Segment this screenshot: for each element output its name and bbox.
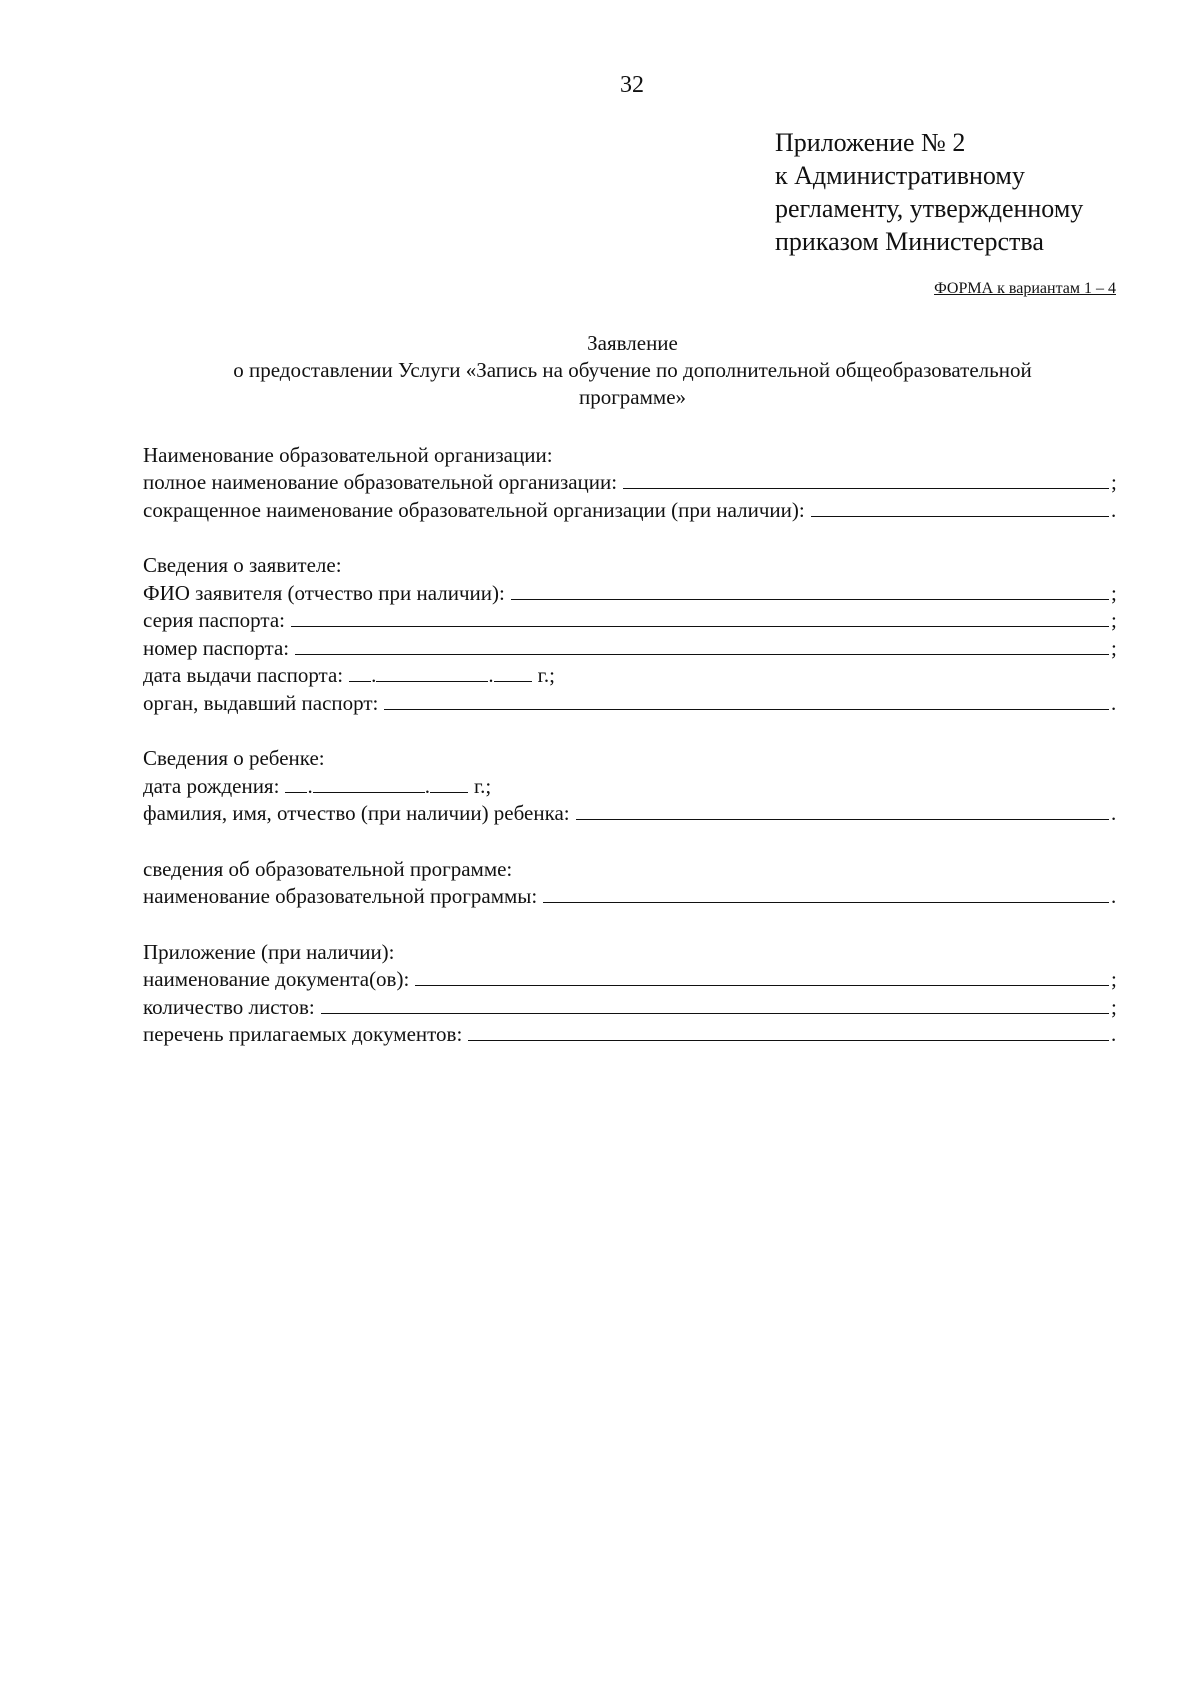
date-separator: . — [424, 773, 430, 798]
passport-series-field[interactable] — [291, 625, 1109, 627]
line-end-semicolon: ; — [1111, 470, 1117, 494]
applicant-section — [143, 551, 1121, 716]
passport-number-field[interactable] — [295, 653, 1109, 655]
documents-list-line — [143, 1020, 1121, 1048]
child-section — [143, 744, 1121, 827]
doc-name-field[interactable] — [415, 984, 1109, 986]
form-body — [143, 440, 1121, 1075]
passport-issue-date-line — [143, 661, 1121, 689]
applicant-fio-field[interactable] — [511, 598, 1109, 600]
birth-year-field[interactable] — [430, 791, 468, 793]
line-end-period: . — [1111, 884, 1117, 908]
org-short-name-label: сокращенное наименование образовательной организации (при наличии): — [143, 497, 805, 522]
issue-month-field[interactable] — [376, 680, 488, 682]
line-end-semicolon: ; — [1111, 608, 1117, 632]
applicant-heading: Сведения о заявителе: — [143, 553, 342, 577]
attachments-section — [143, 937, 1121, 1047]
date-separator: . — [488, 663, 494, 687]
program-heading-line — [143, 854, 1121, 882]
child-fio-field[interactable] — [576, 818, 1109, 820]
line-end-period: . — [1111, 690, 1117, 715]
line-end-period: . — [1111, 1022, 1117, 1046]
child-heading: Сведения о ребенке: — [143, 746, 325, 770]
org-full-name-field[interactable] — [623, 487, 1109, 489]
organization-section — [143, 440, 1121, 523]
title-heading: Заявление — [587, 331, 678, 355]
org-full-name-line — [143, 468, 1121, 496]
appendix-note — [775, 126, 1083, 258]
sheets-count-field[interactable] — [321, 1012, 1109, 1014]
title-line-2: программе» — [578, 385, 687, 409]
child-heading-line — [143, 744, 1121, 772]
appendix-line-3: регламенту, утвержденному — [775, 194, 1084, 223]
line-end-period: . — [1111, 497, 1117, 522]
org-short-name-line — [143, 495, 1121, 523]
doc-name-line — [143, 965, 1121, 993]
child-birth-date-label: дата рождения: — [143, 773, 280, 798]
sheets-count-line — [143, 992, 1121, 1020]
title-line-1: о предоставлении Услуги «Запись на обучение по дополнительной общеобразовательной — [233, 358, 1032, 382]
year-suffix: г.; — [537, 663, 555, 687]
applicant-fio-label: ФИО заявителя (отчество при наличии): — [143, 580, 505, 605]
passport-series-line — [143, 606, 1121, 634]
birth-day-field[interactable] — [285, 791, 307, 793]
sheets-count-label: количество листов: — [143, 994, 315, 1019]
applicant-fio-line — [143, 578, 1121, 606]
year-suffix: г.; — [473, 773, 492, 798]
passport-issue-date-label: дата выдачи паспорта: — [143, 663, 344, 687]
passport-series-label: серия паспорта: — [143, 608, 285, 632]
date-separator: . — [371, 663, 377, 687]
date-separator: . — [307, 773, 313, 798]
org-full-name-label: полное наименование образовательной организации: — [143, 470, 618, 494]
form-variant-tag: ФОРМА к вариантам 1 – 4 — [934, 280, 1116, 297]
line-end-semicolon: ; — [1111, 967, 1117, 991]
program-name-field[interactable] — [543, 901, 1109, 903]
passport-issued-by-line — [143, 688, 1121, 716]
passport-number-line — [143, 633, 1121, 661]
child-fio-label: фамилия, имя, отчество (при наличии) ребенка: — [143, 801, 570, 825]
passport-issued-by-label: орган, выдавший паспорт: — [143, 690, 379, 715]
line-end-semicolon: ; — [1111, 580, 1117, 605]
passport-number-label: номер паспорта: — [143, 635, 290, 660]
applicant-heading-line — [143, 551, 1121, 579]
attachments-heading: Приложение (при наличии): — [143, 939, 395, 964]
program-heading: сведения об образовательной программе: — [143, 856, 513, 881]
issue-year-field[interactable] — [494, 680, 532, 682]
program-name-label: наименование образовательной программы: — [143, 884, 538, 908]
passport-issued-by-field[interactable] — [384, 708, 1109, 710]
line-end-period: . — [1111, 801, 1117, 825]
document-title — [140, 330, 1125, 411]
issue-day-field[interactable] — [349, 680, 371, 682]
attachments-heading-line — [143, 937, 1121, 965]
appendix-line-1: Приложение № 2 — [775, 128, 966, 157]
child-birth-date-line — [143, 771, 1121, 799]
line-end-semicolon: ; — [1111, 994, 1117, 1019]
line-end-semicolon: ; — [1111, 635, 1117, 660]
child-fio-line — [143, 799, 1121, 827]
organization-heading-line — [143, 440, 1121, 468]
documents-list-field[interactable] — [468, 1039, 1109, 1041]
org-short-name-field[interactable] — [811, 515, 1109, 517]
appendix-line-2: к Административному — [775, 161, 1025, 190]
page-number: 32 — [620, 72, 644, 98]
program-section — [143, 854, 1121, 909]
documents-list-label: перечень прилагаемых документов: — [143, 1022, 463, 1046]
birth-month-field[interactable] — [313, 791, 425, 793]
appendix-line-4: приказом Министерства — [775, 227, 1044, 256]
program-name-line — [143, 882, 1121, 910]
doc-name-label: наименование документа(ов): — [143, 967, 410, 991]
organization-heading: Наименование образовательной организации: — [143, 442, 553, 467]
